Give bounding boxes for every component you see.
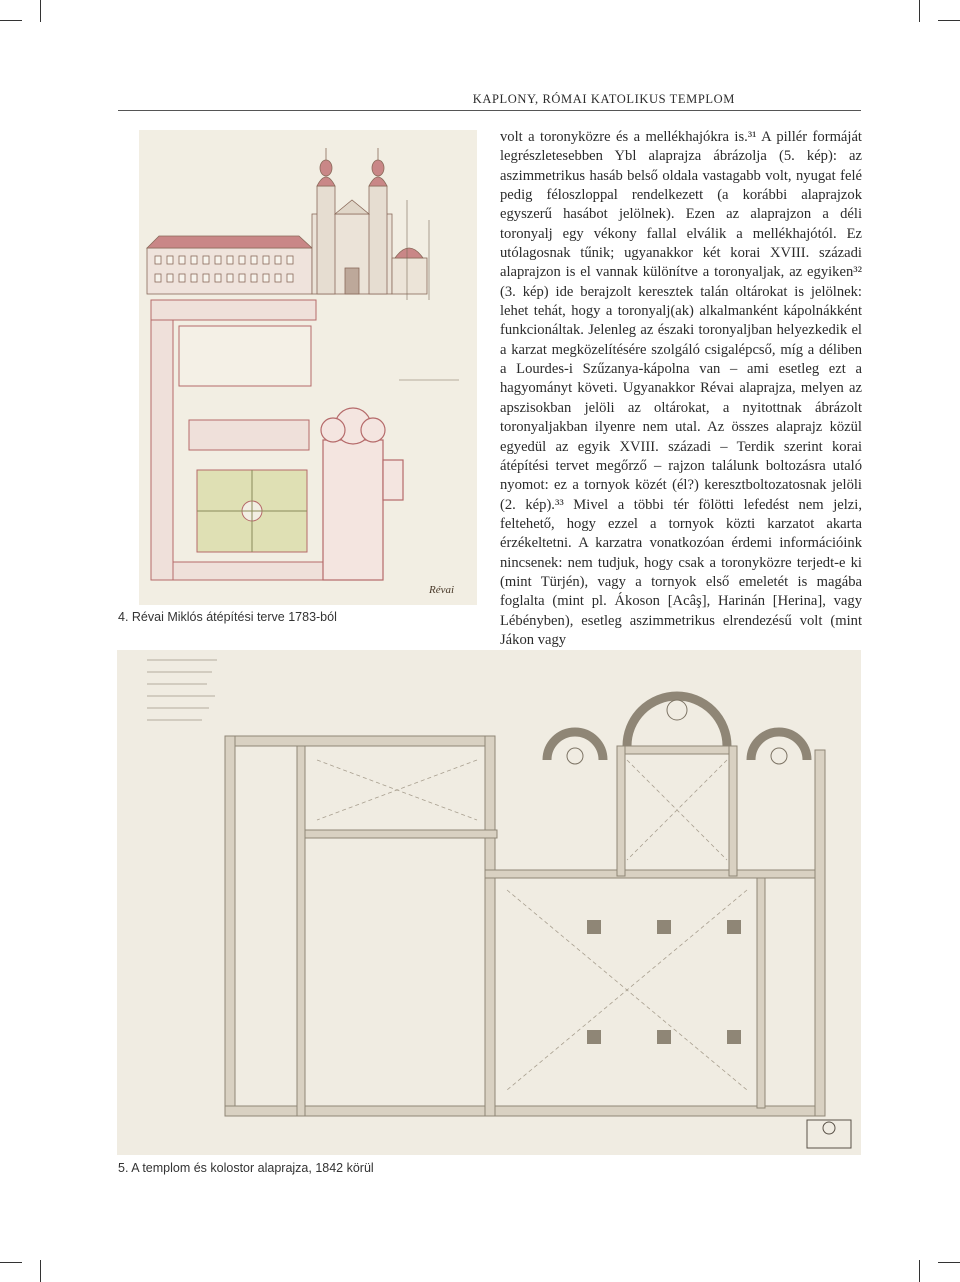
figure-4-plan-drawing [139, 130, 477, 605]
crop-mark [919, 1260, 920, 1282]
running-header-title: KAPLONY, RÓMAI KATOLIKUS TEMPLOM [472, 92, 735, 106]
figure-4-caption: 4. Révai Miklós átépítési terve 1783-ból [118, 610, 337, 624]
body-paragraph: volt a toronyközre és a mellékhajókra is.³¹ A pillér formáját legrészletesebben Ybl alaprajza ábrázolja (5. kép): az aszimmetrikus hasáb belső oldala vastagabb volt, nyugat felé pedig féloszloppal rendelkezett (a korábbi alaprajzok egyszerű hasábot jelölnek). Ezen az alaprajzon a déli toronyalj egy vékony fallal elválik a mellékhajótól. Ez utólagosnak tűnik; ugyanakkor két korai XVIII. századi alaprajzon is el vannak különítve a toronyaljak, az egyiken³² (3. kép) ide berajzolt keresztek talán oltárokat is jelölnek: lehet tehát, hogy a toronyalj(ak) alkalmanként kápolnákként funkcionáltak. Jelenleg az északi toronyaljban helyezkedik el a karzat megközelítésére szolgáló csigalépcső, míg a déliben a Lourdes-i Szűzanya-kápolna van – ami esetleg ezt a hagyományt követi. Ugyanakkor Révai alaprajza, melyen az apszisokban jelöli az oltárokat, a nyitottnak ábrázolt toronyaljakban ilyenre nem utal. Az összes alaprajz közül egyedül az egyik XVIII. századi – Terdik szerint korai átépítési tervet megőrző – rajzon találunk boltozásra utaló nyomot: ez a tornyok közét (él?) keresztboltozatosnak jelöli (2. kép).³³ Mivel a többi tér fölötti lefedést nem jelzi, feltehető, hogy ezzel a tornyok közti karzatot akarta érzékeltetni. A karzatra vonatkozóan érdemi információink nincsenek: nem tudjuk, hogy csak a toronyközre terjedt-e ki (mint Türjén), vagy a tornyok első emeletét is magába foglalta (mint pl. Ákoson [Acâş], Harinán [Herina], vagy Lébényben), esetleg aszimmetrikus elrendezésű volt (mint Jákon vagy [500, 129, 862, 648]
crop-mark [0, 20, 22, 21]
figure-5-plan-drawing [117, 650, 861, 1155]
crop-mark [938, 20, 960, 21]
crop-mark [40, 0, 41, 22]
figure-4-signature: Révai [429, 584, 455, 596]
header-rule [118, 110, 861, 111]
crop-mark [919, 0, 920, 22]
figure-5-caption: 5. A templom és kolostor alaprajza, 1842 körül [118, 1161, 374, 1175]
figure-5-svg [117, 650, 861, 1155]
figure-4-svg [139, 130, 477, 605]
crop-mark [938, 1262, 960, 1263]
crop-mark [0, 1262, 22, 1263]
body-text-column [500, 128, 862, 650]
crop-mark [40, 1260, 41, 1282]
